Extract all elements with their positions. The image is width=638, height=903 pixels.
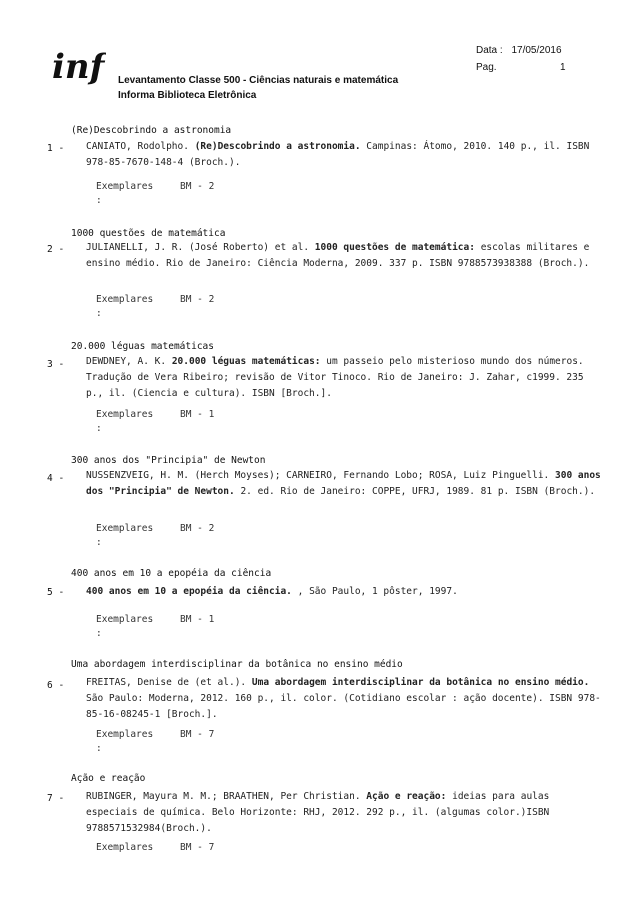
copies-value: BM - 7	[180, 842, 215, 853]
entry-title: 1000 questões de matemática:	[314, 242, 475, 253]
page-label: Pag.	[476, 62, 497, 73]
entry-title: 300 anos dos "Principia" de Newton.	[86, 470, 601, 497]
entry-number: 3 -	[47, 359, 65, 370]
date-row	[476, 42, 596, 59]
entry-author: NUSSENZVEIG, H. M. (Herch Moyses); CARNEIRO, Fernando Lobo; ROSA, Luiz Pinguelli.	[86, 470, 550, 481]
entry-reference	[86, 584, 606, 600]
entry-reference	[86, 354, 606, 402]
entry-heading: (Re)Descobrindo a astronomia	[71, 125, 232, 136]
entry-number: 5 -	[47, 587, 65, 598]
page-number: 1	[560, 62, 566, 73]
entry-heading: Uma abordagem interdisciplinar da botânica no ensino médio	[71, 659, 403, 670]
copies-colon: :	[96, 743, 102, 754]
entry-reference	[86, 675, 606, 723]
copies-label: Exemplares	[96, 842, 154, 853]
copies-colon: :	[96, 537, 102, 548]
entry-title: 400 anos em 10 a epopéia da ciência.	[86, 586, 292, 597]
entry-details: 2. ed. Rio de Janeiro: COPPE, UFRJ, 1989. 81 p. ISBN (Broch.).	[240, 486, 596, 497]
copies-value: BM - 7	[180, 729, 215, 740]
copies-value: BM - 1	[180, 614, 215, 625]
date-value: 17/05/2016	[511, 45, 562, 56]
entry-details: ideias para aulas especiais de química. Belo Horizonte: RHJ, 2012. 292 p., il. (algumas color.)ISBN 9788571532984(Broch.).	[86, 791, 550, 834]
entry-author: FREITAS, Denise de (et al.).	[86, 677, 247, 688]
copies-label: Exemplares	[96, 729, 154, 740]
institution-logo	[50, 44, 106, 94]
copies-value: BM - 1	[180, 409, 215, 420]
copies-value: BM - 2	[180, 181, 215, 192]
entry-heading: 1000 questões de matemática	[71, 228, 226, 239]
entry-reference	[86, 139, 606, 171]
entry-author: JULIANELLI, J. R. (José Roberto) et al.	[86, 242, 310, 253]
copies-info	[96, 842, 215, 890]
entry-reference	[86, 240, 606, 272]
entry-details: São Paulo: Moderna, 2012. 160 p., il. color. (Cotidiano escolar : ação docente). ISBN 978-85-16-08245-1 [Broch.].	[86, 693, 601, 720]
entry-details: , São Paulo, 1 pôster, 1997.	[297, 586, 458, 597]
copies-label: Exemplares	[96, 614, 154, 625]
date-label: Data :	[476, 45, 503, 56]
entry-number: 7 -	[47, 793, 65, 804]
entry-number: 2 -	[47, 244, 65, 255]
copies-label: Exemplares	[96, 523, 154, 534]
copies-label: Exemplares	[96, 294, 154, 305]
entry-title: Uma abordagem interdisciplinar da botânica no ensino médio.	[251, 677, 590, 688]
entry-heading: 300 anos dos "Principia" de Newton	[71, 455, 266, 466]
inf-logo-mark	[50, 44, 106, 94]
entry-author: CANIATO, Rodolpho.	[86, 141, 189, 152]
entry-author: DEWDNEY, A. K.	[86, 356, 167, 367]
entry-heading: 20.000 léguas matemáticas	[71, 341, 214, 352]
entry-number: 6 -	[47, 680, 65, 691]
copies-colon: :	[96, 628, 102, 639]
entry-heading: Ação e reação	[71, 773, 146, 784]
svg-text:inf: inf	[52, 47, 105, 87]
report-subtitle: Informa Biblioteca Eletrônica	[118, 90, 257, 101]
entry-number: 4 -	[47, 473, 65, 484]
entry-details: escolas militares e ensino médio. Rio de Janeiro: Ciência Moderna, 2009. 337 p. ISBN 9788573938388 (Broch.).	[86, 242, 590, 269]
copies-colon: :	[96, 308, 102, 319]
copies-colon: :	[96, 423, 102, 434]
entry-heading: 400 anos em 10 a epopéia da ciência	[71, 568, 272, 579]
report-title: Levantamento Classe 500 - Ciências naturais e matemática	[118, 75, 399, 86]
entry-reference	[86, 789, 606, 837]
copies-colon: :	[96, 195, 102, 206]
entry-details: um passeio pelo misterioso mundo dos números. Tradução de Vera Ribeiro; revisão de Vitor Tinoco. Rio de Janeiro: J. Zahar, c1999. 235 p., il. (Ciencia e cultura). ISBN [Broch.].	[86, 356, 584, 399]
copies-label: Exemplares	[96, 181, 154, 192]
entry-title: Ação e reação:	[366, 791, 447, 802]
entry-title: 20.000 léguas matemáticas:	[171, 356, 321, 367]
entry-reference	[86, 468, 606, 500]
entry-details: Campinas: Átomo, 2010. 140 p., il. ISBN 978-85-7670-148-4 (Broch.).	[86, 141, 590, 168]
entry-title: (Re)Descobrindo a astronomia.	[194, 141, 361, 152]
report-title-block	[118, 73, 398, 103]
copies-value: BM - 2	[180, 523, 215, 534]
copies-label: Exemplares	[96, 409, 154, 420]
entry-author: RUBINGER, Mayura M. M.; BRAATHEN, Per Christian.	[86, 791, 361, 802]
entry-number: 1 -	[47, 143, 65, 154]
report-meta	[476, 42, 596, 76]
page-row	[476, 59, 596, 76]
copies-value: BM - 2	[180, 294, 215, 305]
